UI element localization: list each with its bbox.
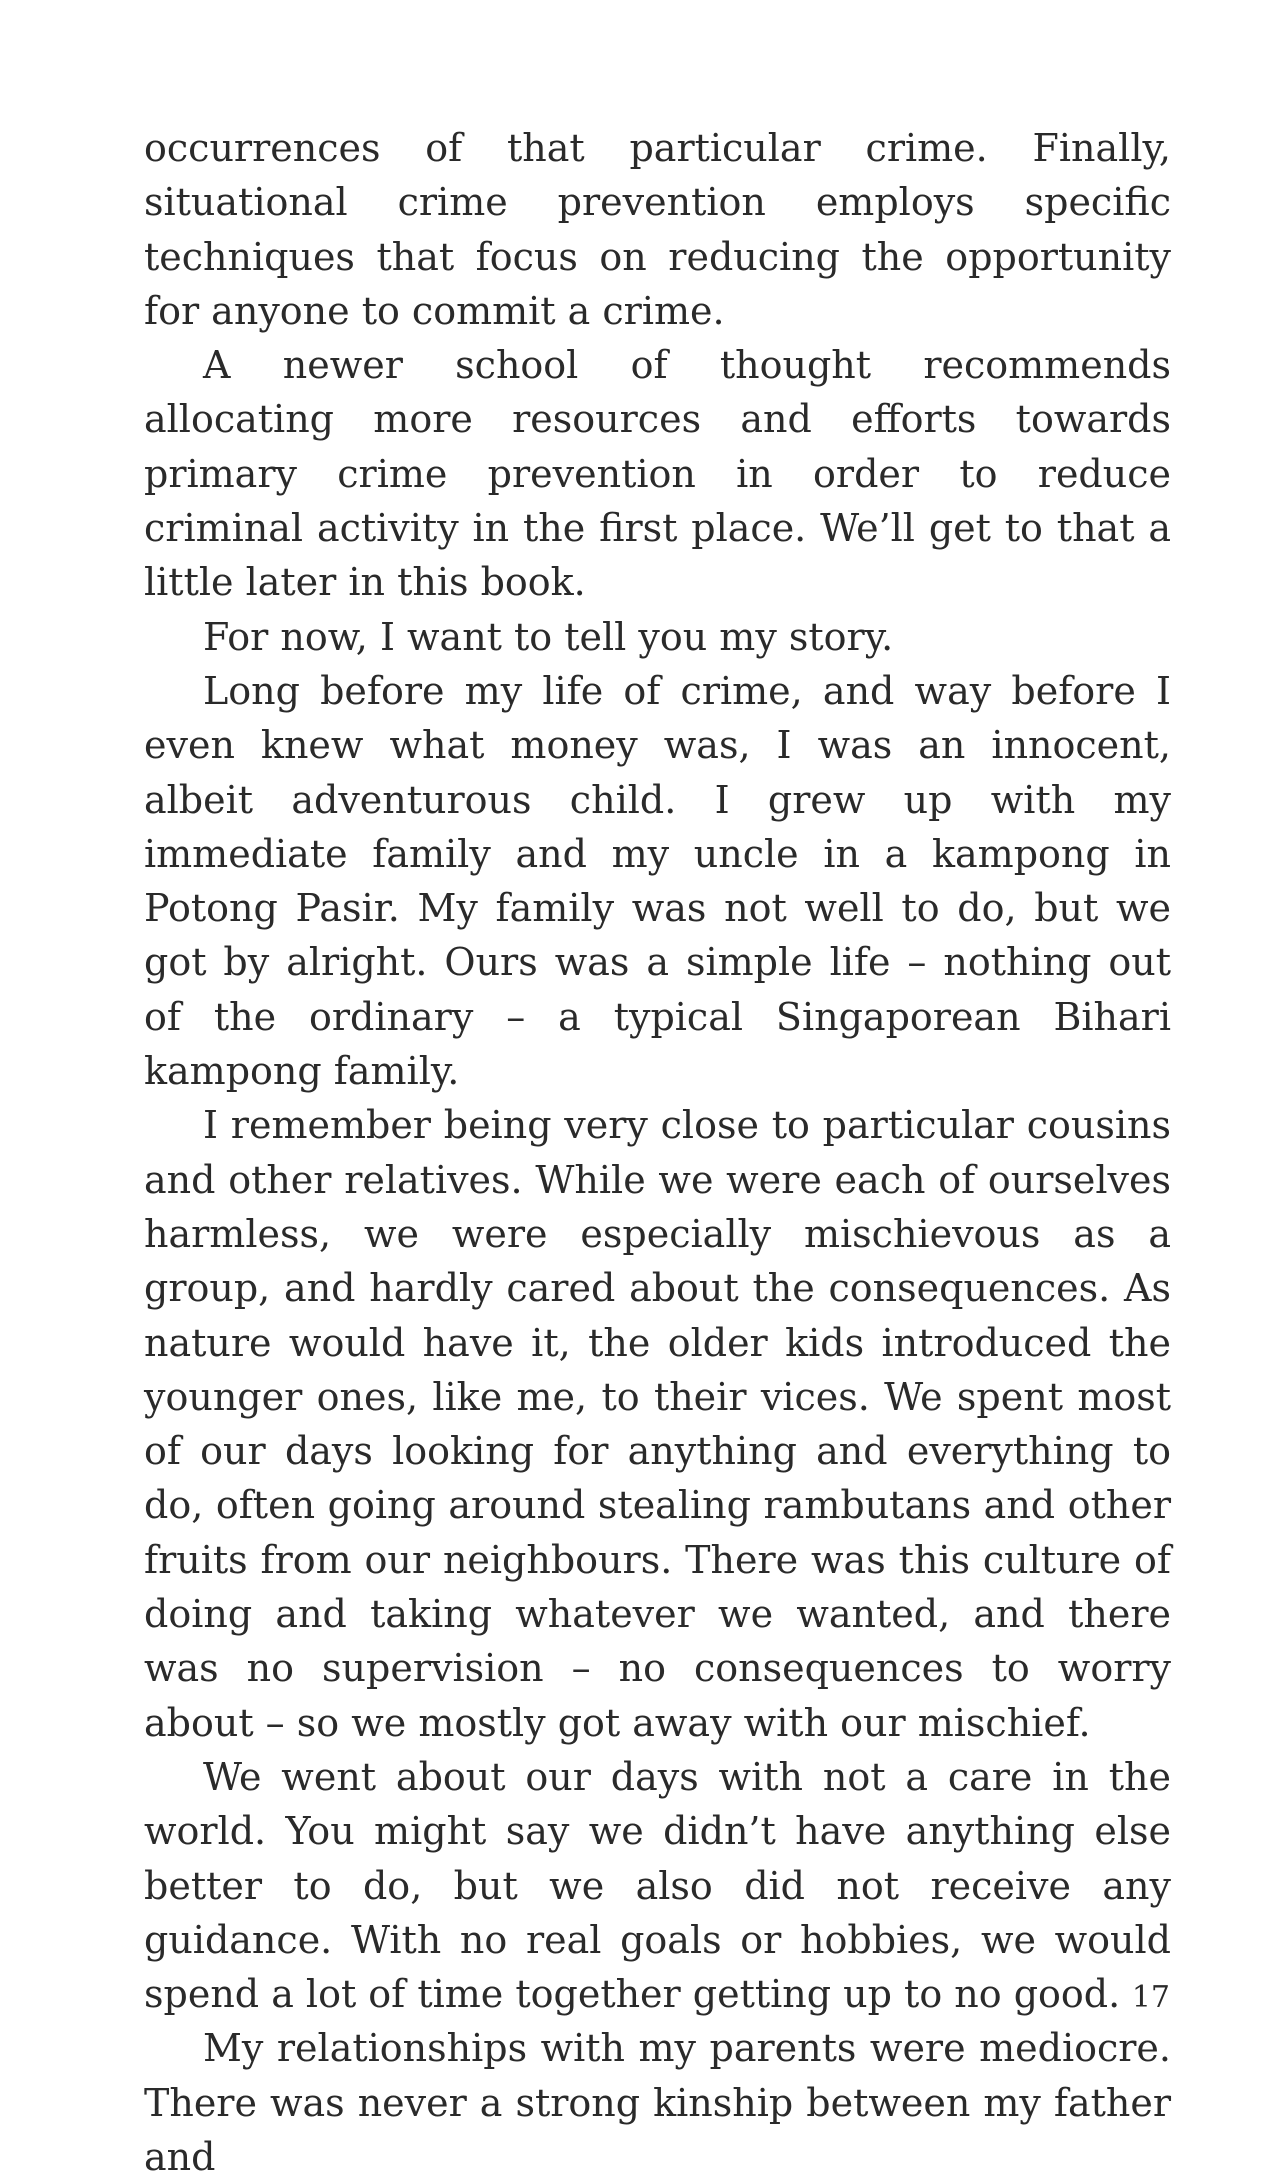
paragraph-1: occurrences of that particular crime. Finally, situational crime prevention employs specific techniques that focus on reducing the opportunity for anyone to commit a crime. — [144, 126, 1171, 333]
paragraph-5: I remember being very close to particular cousins and other relatives. While we were each of ourselves harmless, we were especially mischievous as a group, and hardly cared about the consequences. As nature would have it, the older kids introduced the younger ones, like me, to their vices. We spent most of our days looking for anything and everything to do, often going around stealing rambutans and other fruits from our neighbours. There was this culture of doing and taking whatever we wanted, and there was no supervision – no consequences to worry about – so we mostly got away with our mischief. — [144, 1103, 1171, 1745]
body-text — [144, 121, 1171, 2184]
paragraph-4: Long before my life of crime, and way before I even knew what money was, I was an innocent, albeit adventurous child. I grew up with my immediate family and my uncle in a kampong in Potong Pasir. My family was not well to do, but we got by alright. Ours was a simple life – nothing out of the ordinary – a typical Singaporean Bihari kampong family. — [144, 668, 1171, 1094]
paragraph-7: My relationships with my parents were mediocre. There was never a strong kinship between my father and — [144, 2026, 1171, 2179]
paragraph-6: We went about our days with not a care in the world. You might say we didn’t have anything else better to do, but we also did not receive any guidance. With no real goals or hobbies, we would spend a lot of time together getting up to no good. — [144, 1754, 1171, 2017]
page-number: 17 — [1131, 1980, 1170, 2015]
paragraph-3: For now, I want to tell you my story. — [203, 614, 894, 659]
paragraph-2: A newer school of thought recommends allocating more resources and efforts towards primary crime prevention in order to reduce criminal activity in the first place. We’ll get to that a little later in this book. — [144, 343, 1171, 605]
